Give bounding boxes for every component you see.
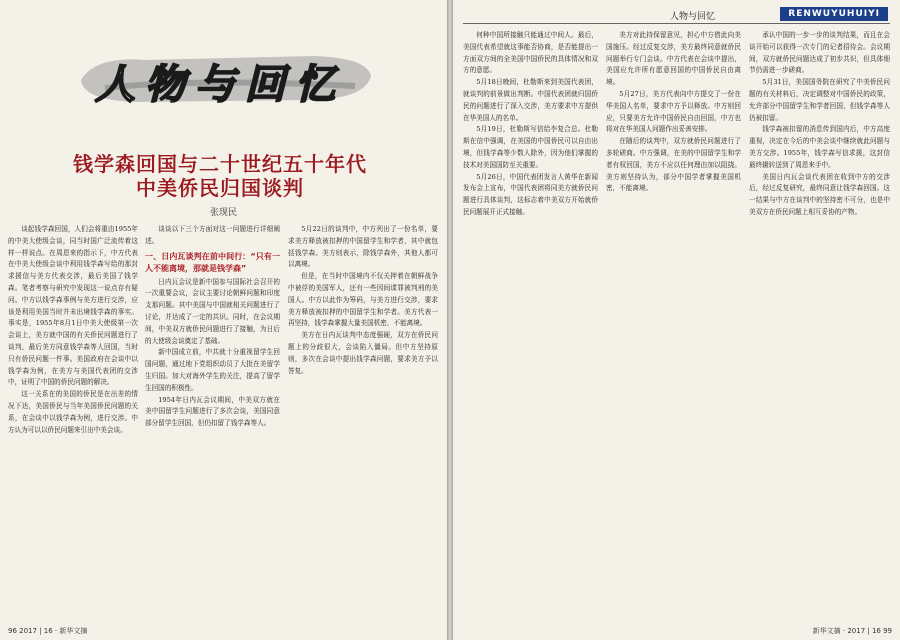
header-section-name: 人物与回忆 <box>669 12 715 22</box>
paragraph: 何种中国所接触只能通过中间人。最后，美国代表希望就这事能否协商，是否能提出一方面双方间的全美国中国侨民的具体情况和双方的意愿。 <box>463 31 598 75</box>
article-title-line1: 钱学森回国与二十世纪五十年代 <box>73 152 367 176</box>
paragraph: 5月18日晚间，杜勒斯来到美国代表团，就谈判的前景做出判断。中国代表团就归国侨民的问题进行了深入交涉，美方要求中方提供在华美国人的名单。 <box>463 78 598 122</box>
paragraph: 美方对此持保留意见，担心中方借此向美国施压。经过反复交涉，美方最终同意就侨民问题举行专门会谈。中方代表在会谈中提出，美国应允许所有愿意回国的中国侨民自由离境。 <box>606 31 741 87</box>
paragraph: 美方在日内瓦谈判中态度强硬，双方在侨民问题上的分歧很大，会谈陷入僵局。但中方坚持原则，多次在会谈中提出钱学森问题，要求美方予以答复。 <box>288 331 438 375</box>
paragraph: 新中国成立前，中共就十分重视留学生回国问题，通过地下党组织动员了大批在美留学生归国。加大对海外学生的关注，提高了留学生回国的积极性。 <box>145 348 280 392</box>
right-page <box>453 0 900 640</box>
right-column-1 <box>463 30 598 620</box>
left-page <box>0 0 447 640</box>
left-column-2 <box>145 224 280 620</box>
paragraph: 谈谈以下三个方面对这一问题进行详细阐述。 <box>145 225 280 245</box>
left-column-3 <box>288 224 438 620</box>
paragraph: 5月27日，美方代表向中方提交了一份在华美国人名单，要求中方予以释放。中方则回应，只要美方允许中国侨民自由回国，中方也将对在华美国人问题作出妥善安排。 <box>606 89 741 134</box>
paragraph: 5月31日，美国国务院在研究了中美侨民问题的有关材料后，决定调整对中国侨民的政策，允许部分中国留学生和学者回国，但钱学森等人仍被扣留。 <box>749 78 890 122</box>
paragraph: 5月26日，中国代表团发言人黄华在新闻发布会上宣布，中国代表团将同美方就侨民问题进行具体谈判，这标志着中美双方开始就侨民问题展开正式接触。 <box>463 172 598 216</box>
section-banner: 人物与回忆 <box>95 62 345 108</box>
paragraph: 在随后的谈判中，双方就侨民问题进行了多轮磋商。中方强调，在美的中国留学生和学者有权回国，美方不应以任何理由加以阻挠。美方则坚持认为，部分中国学者掌握美国机密，不能离境。 <box>606 137 741 193</box>
right-column-3 <box>749 30 890 620</box>
paragraph: 但是，在当时中国境内不仅关押着在朝鲜战争中被俘的美国军人，还有一些因间谍罪被判刑的美国人。中方以此作为筹码，与美方进行交涉，要求美方释放被扣押的中国留学生和学者。美方代表一再坚持，钱学森掌握大量美国机密，不能离境。 <box>288 272 438 328</box>
paragraph: 5月22日的谈判中，中方列出了一份名单，要求美方释放被扣押的中国留学生和学者，其中就包括钱学森。美方则表示，除钱学森外，其他人都可以离境。 <box>288 225 438 269</box>
paragraph: 承认中国的一步一步的谈判结果，而且在会谈开始可以获得一次专门的记者招待会。会议期间，双方就侨民问题达成了初步共识，但具体细节仍需进一步磋商。 <box>749 31 890 75</box>
left-column-1 <box>8 224 138 620</box>
article-title-line2: 中美侨民归国谈判 <box>136 176 304 200</box>
right-column-2 <box>606 30 741 620</box>
paragraph: 美国日内瓦会谈代表团在收到中方的交涉后，经过反复研究，最终同意让钱学森回国。这一结果与中方在谈判中的坚持密不可分，也是中美双方在侨民问题上相互妥协的产物。 <box>749 172 890 216</box>
paragraph: 钱学森被扣留的消息传到国内后，中方高度重视，决定在今后的中美会谈中继续就此问题与美方交涉。1955年，钱学森写信求援，这封信最终辗转送到了周恩来手中。 <box>749 125 890 169</box>
paragraph: 5月19日，杜勒斯写信给李复合总。杜勒斯在信中强调，在美国的中国侨民可以自由出境，但钱学森等少数人除外，因为他们掌握的技术对美国国防至关重要。 <box>463 125 598 169</box>
page-footer-right: 新华文摘 · 2017 | 16 99 <box>812 627 892 635</box>
author: 张现民 <box>209 208 237 218</box>
paragraph: 这一关系在的美国的侨民是在出差的情况下达，美国侨民与当年美国侨民问题的关系，在会谈中以钱学森为例，进行交涉。中方认为可以以侨民问题来引出中美会谈。 <box>8 390 138 434</box>
header-section-badge: RENWUYUHUIYI <box>780 7 888 21</box>
header-rule <box>463 23 890 24</box>
page-footer-left: 96 2017 | 16 · 新华文摘 <box>8 627 88 635</box>
paragraph: 谈起钱学森回国，人们会将重由1955年的中美大使级会谈，同当时国广泛流传着这样一样说点。在周恩来的指示下，中方代表在中美大使级会谈中利用钱学森写给的那封求援信与美方代表交涉，最后美国了钱学森。笔者考察与研究中发现这一说点存有疑问。中方以钱学森事例与美方进行交涉，应该是利用美国当时并未出境钱学森的事实。事实是，1955年8月1日中美大使级第一次会谈上，美方就中国的有关侨民问题进行了谈判，最后美方同意钱学森等人回国，当时只有侨民问题一件事。美国政府在会谈中以钱学森为例，在美方与美国代表团的交涉中，证明了中国的侨民问题的解决。 <box>8 225 138 387</box>
section-heading: 一、日内瓦谈判在前中间行：“只有一人不能离境，那就是钱学森” <box>145 251 280 273</box>
paragraph: 日内瓦会议是新中国参与国际社会召开的一次重要会议，会议主要讨论朝鲜问题和印度支那问题。其中美国与中国就相关问题进行了讨论，并达成了一定的共识。同时，在会议期间，中美双方就侨民问题进行了接触，为日后的大使级会谈奠定了基础。 <box>145 277 280 345</box>
paragraph: 1954年日内瓦会议期间，中美双方就在美中国留学生问题进行了多次会谈，美国同意部分留学生回国，但仍扣留了钱学森等人。 <box>145 395 280 428</box>
